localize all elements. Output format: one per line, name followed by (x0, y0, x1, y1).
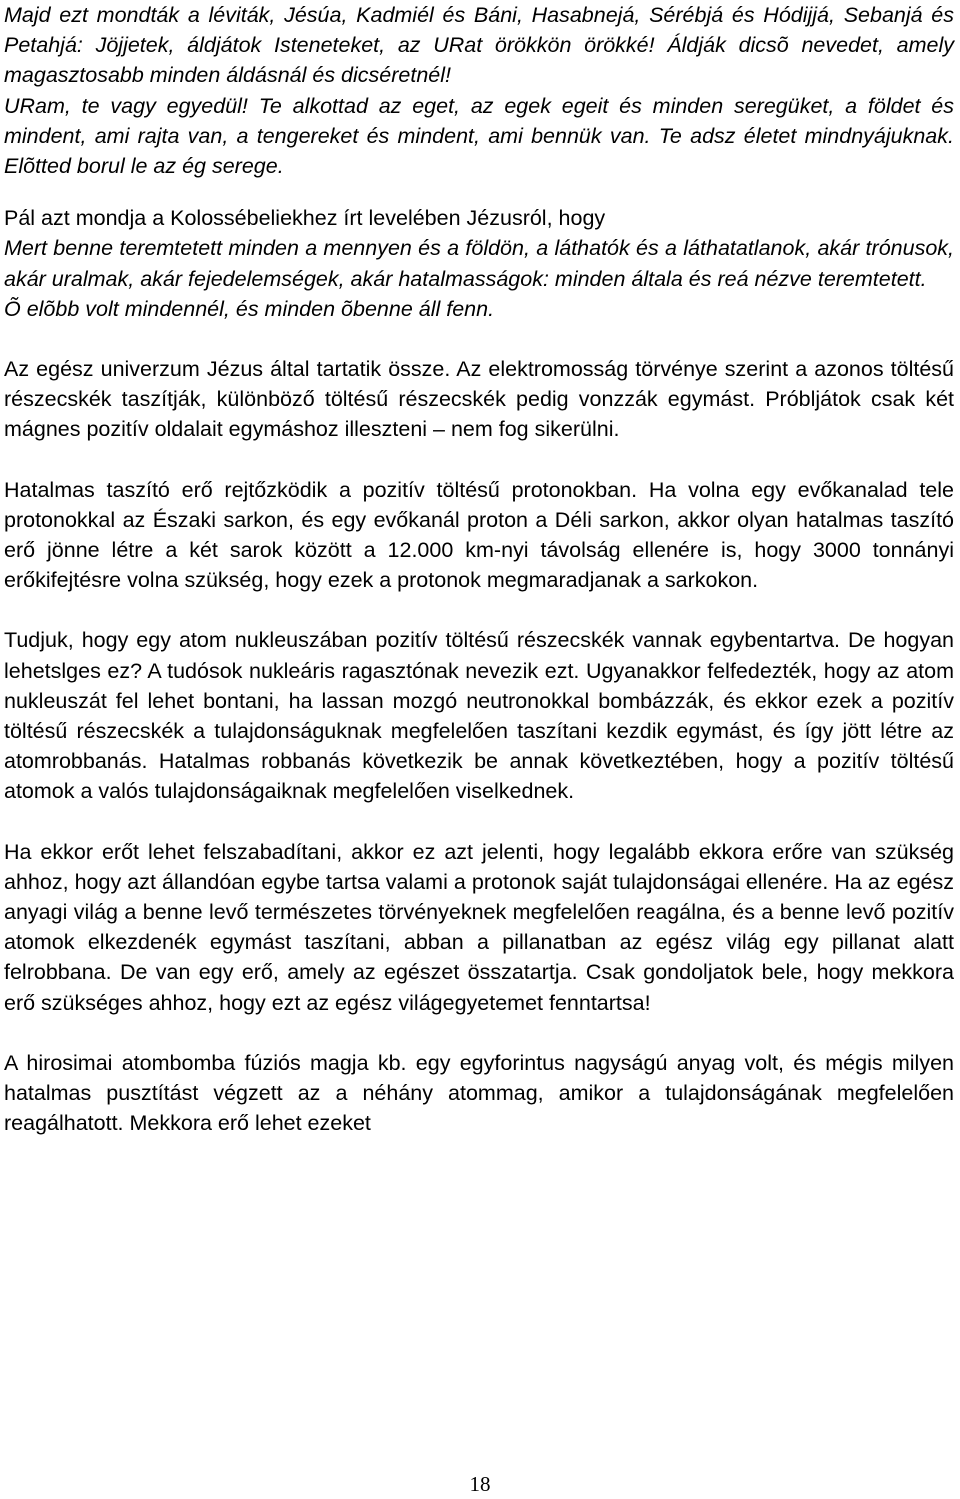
scripture-quote-nehemiah: Majd ezt mondták a léviták, Jésúa, Kadmiél és Báni, Hasabnejá, Sérébjá és Hódijjá, Sebanjá és Petahjá: Jöjjetek, áldjátok Isteneteket, az URat örökkön örökké! Áldják dicsõ nevedet, amely magasztosabb minden áldásnál és dicséretnél! (4, 3, 954, 88)
paragraph-universe: Az egész univerzum Jézus által tartatik össze. Az elektromosság törvénye szerint a azonos töltésű részecskék taszítják, különböző töltésű részecskék pedig vonzzák egymást. Próbljátok csak két mágnes pozitív oldalait egymáshoz illeszteni – nem fog sikerülni. (4, 357, 954, 442)
document-body (4, 0, 954, 1139)
paragraph-colossians-intro: Pál azt mondja a Kolossébeliekhez írt levelében Jézusról, hogy (4, 206, 606, 231)
scripture-quote-colossians-cont: Õ elõbb volt mindennél, és minden õbenne áll fenn. (4, 296, 495, 321)
paragraph-protons: Hatalmas taszító erő rejtőzködik a pozitív töltésű protonokban. Ha volna egy evőkanalad tele protonokkal az Északi sarkon, és egy evőkanál proton a Déli sarkon, akkor olyan hatalmas taszító erő jönne létre a két sarok között a 12.000 km-nyi távolság ellenére is, hogy 3000 tonnányi erőkifejtésre volna szükség, hogy ezek a protonok megmaradjanak a sarkokon. (4, 477, 954, 593)
paragraph-force: Ha ekkor erőt lehet felszabadítani, akkor ez azt jelenti, hogy legalább ekkora erőre van szükség ahhoz, hogy azt állandóan egybe tartsa valami a protonok saját tulajdonságai ellenére. Ha az egész anyagi világ a benne levő természetes törvényeknek megfelelően reagálna, és a benne levő pozitív atomok elkezdenék egymást taszítani, abban a pillanatban az egész világ egy pillanat alatt felrobbana. De van egy erő, amely az egészet összatartja. Csak gondoljatok bele, hogy mekkora erő szükséges ahhoz, hogy ezt az egész világegyetemet fenntartsa! (4, 839, 954, 1015)
paragraph-hiroshima: A hirosimai atombomba fúziós magja kb. egy egyforintus nagyságú anyag volt, és mégis milyen hatalmas pusztítást végzett az a néhány atommag, amikor a tulajdonságának megfelelően reagálhatott. Mekkora erő lehet ezeket (4, 1050, 954, 1136)
scripture-quote-lord: URam, te vagy egyedül! Te alkottad az eget, az egek egeit és minden seregüket, a földet és mindent, ami rajta van, a tengereket és mindent, ami bennük van. Te adsz életet mindnyájuknak. Elõtted borul le az ég serege. (4, 93, 954, 179)
scripture-quote-colossians: Mert benne teremtetett minden a mennyen és a földön, a láthatók és a láthatatlanok, akár trónusok, akár uralmak, akár fejedelemségek, akár hatalmasságok: minden általa és reá nézve teremtetett. (4, 236, 954, 291)
paragraph-nucleus: Tudjuk, hogy egy atom nukleuszában pozitív töltésű részecskék vannak egybentartva. De hogyan lehetslges ez? A tudósok nukleáris ragasztónak nevezik ezt. Ugyanakkor felfedezték, hogy az atom nukleuszát fel lehet bontani, ha lassan mozgó neutronokkal bombázzák, és ekkor ezek a pozitív töltésű részecskék a tulajdonságuknak megfelelően taszítani kezdik egymást, és így jött létre az atomrobbanás. Hatalmas robbanás következik be annak következtében, hogy a pozitív töltésű atomok a valós tulajdonságaiknak megfelelően viselkednek. (4, 628, 954, 804)
page-number: 18 (469, 1472, 491, 1496)
